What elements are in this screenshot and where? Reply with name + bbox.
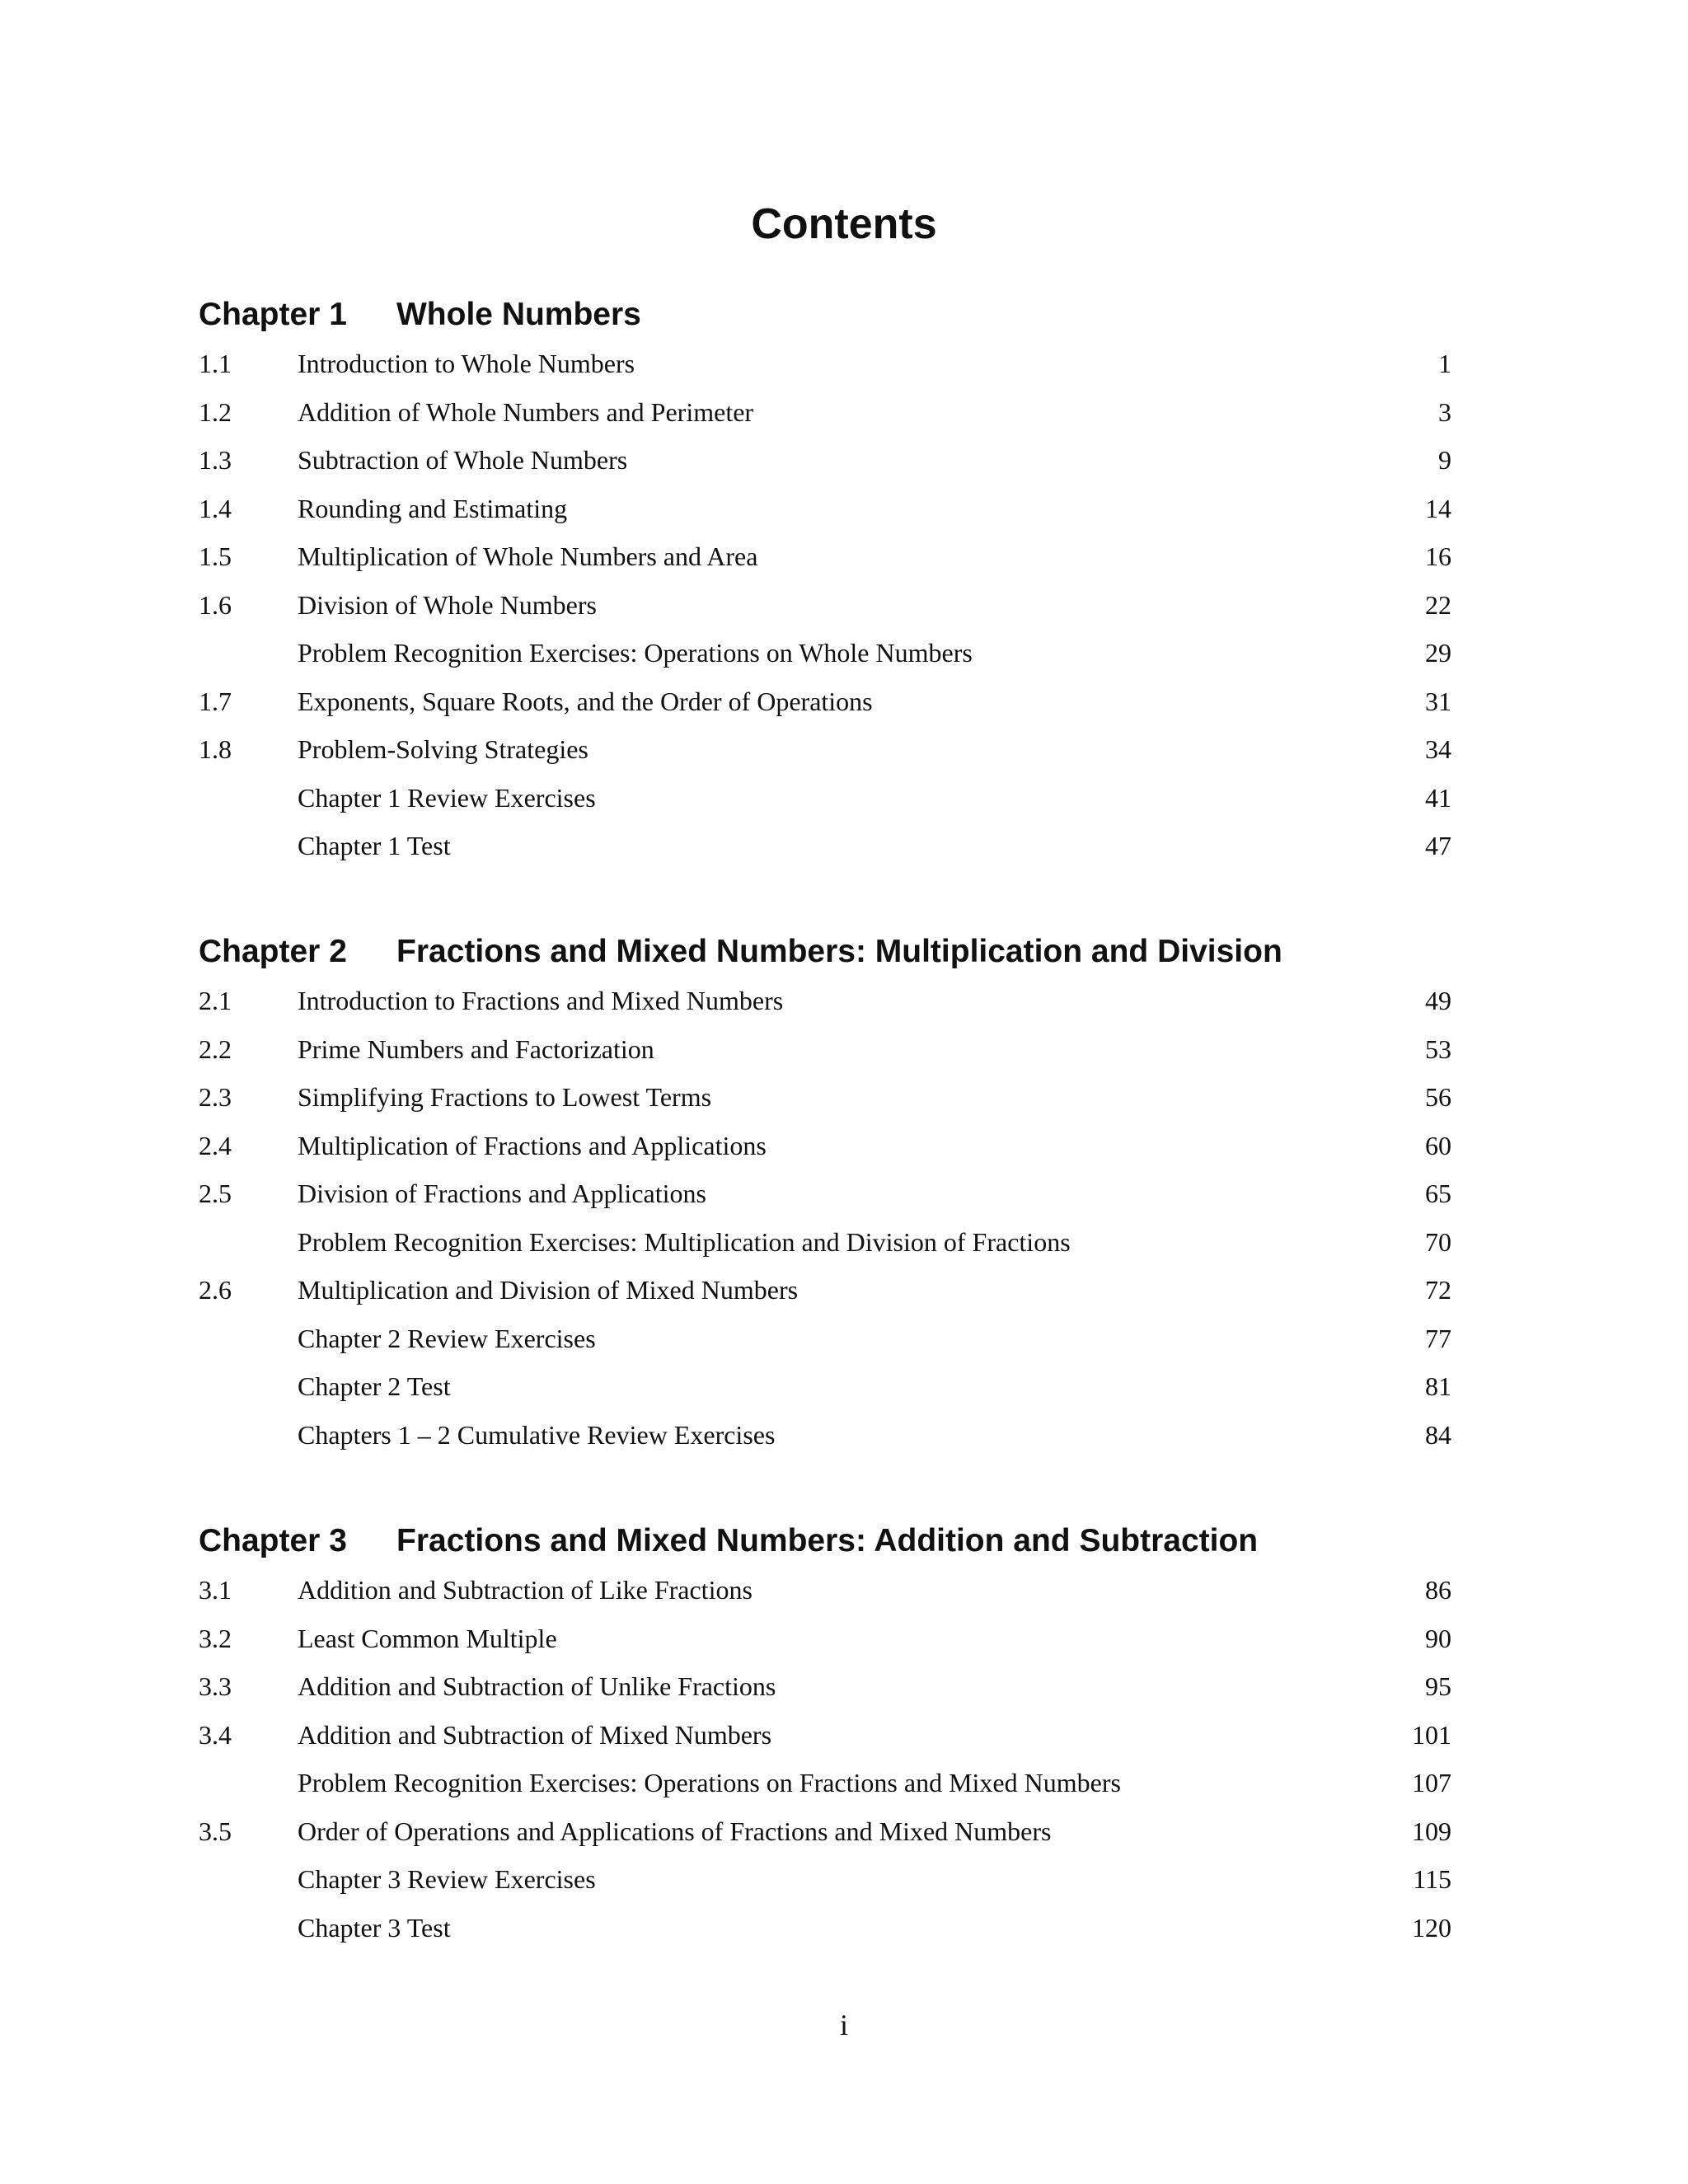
section-page-number: 16 bbox=[1425, 541, 1451, 571]
toc-entry bbox=[199, 436, 1451, 485]
toc-entry bbox=[199, 1266, 1451, 1315]
section-title: Rounding and Estimating bbox=[298, 493, 568, 523]
section-page-number: 101 bbox=[1412, 1719, 1451, 1750]
section-number: 1.8 bbox=[199, 734, 232, 764]
toc-entry bbox=[199, 388, 1451, 437]
section-number: 1.1 bbox=[199, 349, 232, 378]
chapter-3-section bbox=[199, 1516, 1451, 1952]
chapter-2-section bbox=[199, 927, 1451, 1459]
section-title: Introduction to Fractions and Mixed Numbers bbox=[298, 986, 784, 1015]
toc-entry bbox=[199, 1411, 1451, 1460]
toc-entry bbox=[199, 1362, 1451, 1411]
toc-entry bbox=[199, 1122, 1451, 1170]
section-page-number: 53 bbox=[1425, 1033, 1451, 1064]
toc-entry bbox=[199, 725, 1451, 774]
section-title: Division of Fractions and Applications bbox=[298, 1179, 706, 1208]
section-number: 1.4 bbox=[199, 493, 232, 523]
section-page-number: 41 bbox=[1425, 782, 1451, 813]
toc-entry bbox=[199, 1807, 1451, 1856]
toc-entry bbox=[199, 1615, 1451, 1663]
section-title: Problem Recognition Exercises: Multiplication and Division of Fractions bbox=[298, 1226, 1071, 1257]
section-title: Chapter 2 Test bbox=[298, 1371, 451, 1401]
section-page-number: 120 bbox=[1412, 1912, 1451, 1943]
section-page-number: 90 bbox=[1425, 1623, 1451, 1653]
chapter-title: Whole Numbers bbox=[396, 297, 641, 332]
section-page-number: 115 bbox=[1413, 1864, 1451, 1894]
section-page-number: 84 bbox=[1425, 1419, 1451, 1450]
toc-entry bbox=[199, 340, 1451, 388]
page-title: Contents bbox=[751, 200, 937, 248]
toc-entry bbox=[199, 485, 1451, 533]
toc-entry bbox=[199, 1662, 1451, 1711]
section-number: 1.2 bbox=[199, 396, 232, 427]
section-title: Exponents, Square Roots, and the Order of Operations bbox=[298, 686, 873, 716]
toc-entry bbox=[199, 822, 1451, 870]
section-page-number: 47 bbox=[1425, 831, 1451, 860]
toc-entry bbox=[199, 1025, 1451, 1074]
toc-entry bbox=[199, 1566, 1451, 1615]
chapter-heading bbox=[199, 927, 1451, 977]
section-page-number: 70 bbox=[1425, 1226, 1451, 1257]
chapter-label: Chapter 1 bbox=[199, 297, 347, 332]
section-page-number: 109 bbox=[1412, 1816, 1451, 1846]
section-title: Prime Numbers and Factorization bbox=[298, 1033, 654, 1064]
toc-entry bbox=[199, 1169, 1451, 1218]
toc-entry bbox=[199, 977, 1451, 1025]
section-page-number: 49 bbox=[1425, 986, 1451, 1015]
section-number: 3.1 bbox=[199, 1575, 232, 1605]
section-title: Problem Recognition Exercises: Operations on Fractions and Mixed Numbers bbox=[298, 1768, 1121, 1797]
section-title: Chapter 1 Review Exercises bbox=[298, 782, 596, 813]
section-title: Introduction to Whole Numbers bbox=[298, 349, 635, 378]
section-page-number: 77 bbox=[1425, 1323, 1451, 1353]
section-title: Addition and Subtraction of Unlike Fractions bbox=[298, 1671, 776, 1701]
toc-entry bbox=[199, 1315, 1451, 1363]
section-page-number: 72 bbox=[1425, 1275, 1451, 1305]
toc-entry bbox=[199, 581, 1451, 630]
section-title: Problem Recognition Exercises: Operations on Whole Numbers bbox=[298, 638, 973, 668]
section-title: Multiplication of Whole Numbers and Area bbox=[298, 541, 758, 571]
section-number: 2.4 bbox=[199, 1130, 232, 1160]
section-number: 3.3 bbox=[199, 1671, 232, 1701]
page-number: i bbox=[839, 2008, 848, 2041]
section-title: Subtraction of Whole Numbers bbox=[298, 445, 628, 475]
section-number: 1.7 bbox=[199, 686, 232, 716]
section-number: 2.5 bbox=[199, 1179, 232, 1208]
chapter-heading bbox=[199, 290, 1451, 340]
toc-entry bbox=[199, 1711, 1451, 1760]
section-number: 2.3 bbox=[199, 1082, 232, 1112]
toc-entry bbox=[199, 774, 1451, 823]
section-title: Chapters 1 – 2 Cumulative Review Exercises bbox=[298, 1419, 776, 1450]
section-title: Chapter 3 Review Exercises bbox=[298, 1864, 596, 1894]
section-number: 3.2 bbox=[199, 1623, 232, 1653]
section-page-number: 1 bbox=[1438, 349, 1451, 378]
section-number: 3.4 bbox=[199, 1719, 232, 1750]
section-title: Division of Whole Numbers bbox=[298, 589, 597, 620]
section-page-number: 56 bbox=[1425, 1082, 1451, 1112]
section-page-number: 34 bbox=[1425, 734, 1451, 764]
section-number: 1.3 bbox=[199, 445, 232, 475]
section-title: Least Common Multiple bbox=[298, 1623, 557, 1653]
toc-entry bbox=[199, 677, 1451, 726]
section-page-number: 29 bbox=[1425, 638, 1451, 668]
section-number: 2.6 bbox=[199, 1275, 232, 1305]
section-title: Order of Operations and Applications of Fractions and Mixed Numbers bbox=[298, 1816, 1052, 1846]
section-number: 1.6 bbox=[199, 589, 232, 620]
section-page-number: 65 bbox=[1425, 1179, 1451, 1208]
section-page-number: 60 bbox=[1425, 1130, 1451, 1160]
toc-entry bbox=[199, 1855, 1451, 1904]
section-page-number: 3 bbox=[1438, 396, 1451, 427]
toc-entry bbox=[199, 532, 1451, 581]
section-page-number: 9 bbox=[1438, 445, 1451, 475]
section-page-number: 95 bbox=[1425, 1671, 1451, 1701]
toc-entry bbox=[199, 1759, 1451, 1807]
section-number: 3.5 bbox=[199, 1816, 232, 1846]
chapter-heading bbox=[199, 1516, 1451, 1566]
chapter-1-section bbox=[199, 290, 1451, 870]
toc-entry bbox=[199, 1218, 1451, 1267]
toc-entry bbox=[199, 1904, 1451, 1952]
toc-entry bbox=[199, 1073, 1451, 1122]
section-page-number: 31 bbox=[1425, 686, 1451, 716]
section-title: Simplifying Fractions to Lowest Terms bbox=[298, 1082, 712, 1112]
section-title: Chapter 3 Test bbox=[298, 1912, 451, 1943]
section-title: Chapter 1 Test bbox=[298, 831, 451, 860]
section-page-number: 22 bbox=[1425, 589, 1451, 620]
section-number: 2.1 bbox=[199, 986, 232, 1015]
chapter-label: Chapter 2 bbox=[199, 934, 347, 969]
section-title: Multiplication and Division of Mixed Numbers bbox=[298, 1275, 799, 1305]
toc-entry bbox=[199, 629, 1451, 677]
section-title: Chapter 2 Review Exercises bbox=[298, 1323, 596, 1353]
section-page-number: 86 bbox=[1425, 1575, 1451, 1605]
chapter-title: Fractions and Mixed Numbers: Addition and Subtraction bbox=[396, 1523, 1259, 1558]
chapter-label: Chapter 3 bbox=[199, 1523, 347, 1558]
section-number: 2.2 bbox=[199, 1033, 232, 1064]
section-page-number: 107 bbox=[1412, 1768, 1451, 1797]
section-page-number: 81 bbox=[1425, 1371, 1451, 1401]
chapter-title: Fractions and Mixed Numbers: Multiplication and Division bbox=[396, 934, 1282, 969]
section-number: 1.5 bbox=[199, 541, 232, 571]
section-page-number: 14 bbox=[1425, 493, 1451, 523]
section-title: Addition and Subtraction of Mixed Numbers bbox=[298, 1719, 772, 1750]
section-title: Addition of Whole Numbers and Perimeter bbox=[298, 396, 754, 427]
section-title: Multiplication of Fractions and Applications bbox=[298, 1130, 767, 1160]
section-title: Addition and Subtraction of Like Fractions bbox=[298, 1575, 753, 1605]
section-title: Problem-Solving Strategies bbox=[298, 734, 588, 764]
